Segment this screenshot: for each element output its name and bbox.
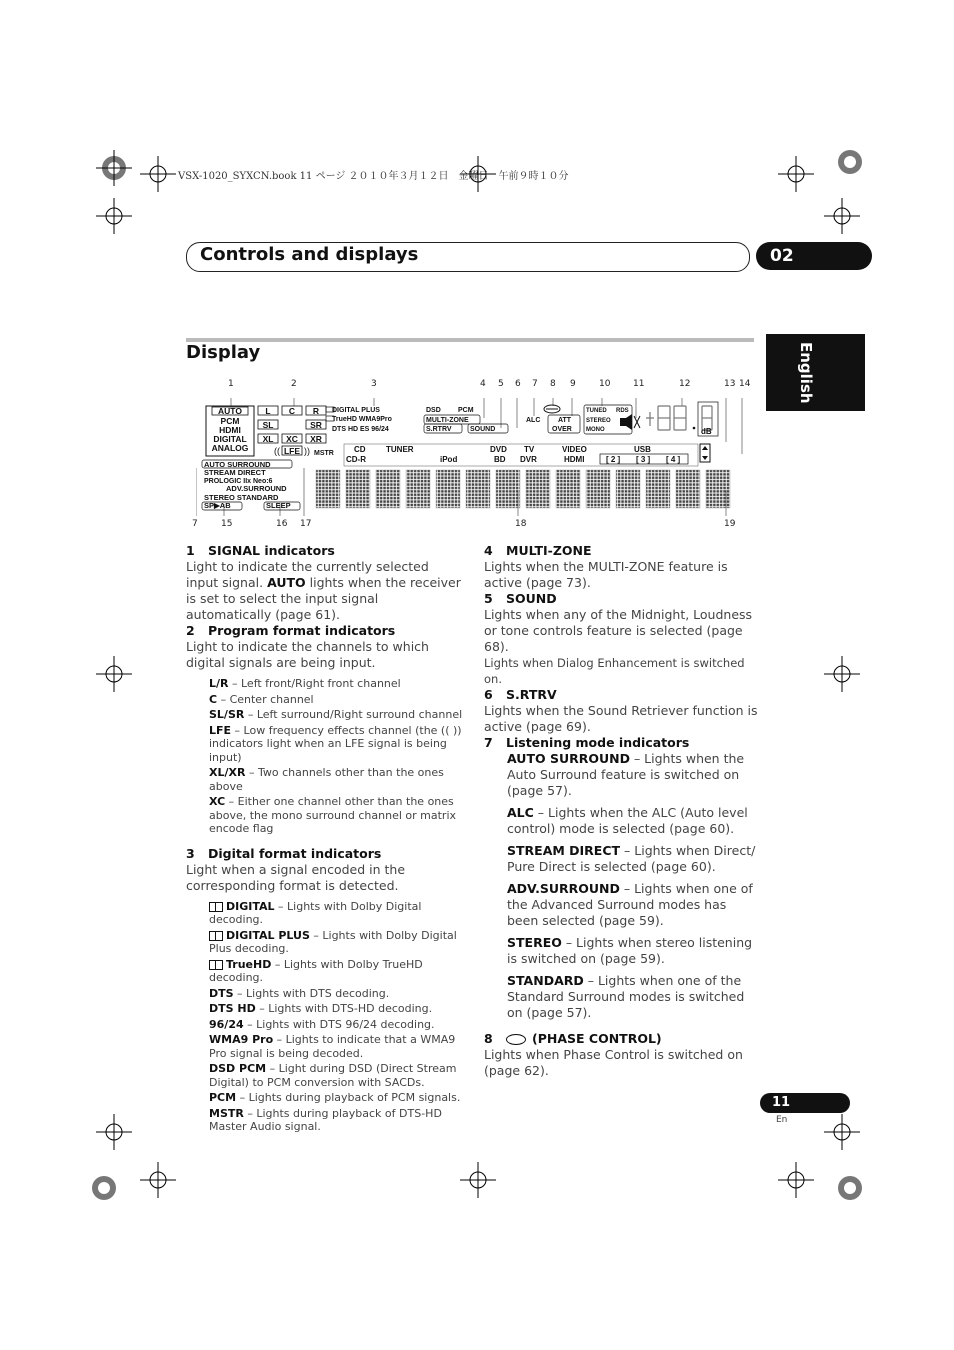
term: DTS HD — [209, 1002, 256, 1015]
callout-number: 8 — [550, 379, 556, 389]
phase-control-icon — [506, 1034, 526, 1045]
matrix-character-cell — [556, 470, 580, 508]
callout-number: 4 — [480, 379, 486, 389]
list-item — [484, 751, 758, 799]
description: – Lights during playback of DTS-HD Master Audio signal. — [209, 1106, 442, 1133]
term: L/R — [209, 677, 229, 690]
callout-number: 11 — [633, 379, 645, 389]
character-dot-matrix — [316, 470, 730, 508]
paragraph-digital-format: Light when a signal encoded in the corresponding format is detected. — [186, 861, 406, 893]
heading-multi-zone — [484, 543, 758, 559]
paragraph-sound-2: Lights when Dialog Enhancement is switched on. — [484, 656, 745, 686]
term: STREAM DIRECT — [507, 843, 621, 858]
registration-mark-icon — [96, 150, 132, 186]
crosshair-icon — [824, 1114, 860, 1150]
list-item — [209, 1002, 464, 1016]
term: LFE — [209, 723, 232, 737]
description: – Lights with DTS-HD decoding. — [255, 1002, 433, 1015]
matrix-character-cell — [616, 470, 640, 508]
section-rule — [186, 338, 754, 342]
heading-text: (PHASE CONTROL) — [532, 1031, 662, 1046]
text: lights when the receiver is set to select the input signal automatically (page 61). — [186, 575, 461, 622]
mono-indicator: MONO — [586, 427, 605, 433]
cd-r-indicator: CD-R — [346, 455, 366, 464]
term: DTS — [209, 986, 234, 1000]
list-item — [209, 724, 464, 765]
callout-number: 6 — [515, 379, 521, 389]
sound-indicator: SOUND — [470, 426, 496, 433]
heading-number: 5 — [484, 591, 493, 606]
matrix-character-cell — [706, 470, 730, 508]
term: XC — [209, 795, 226, 808]
crosshair-icon — [140, 156, 176, 192]
heading-listening-mode — [484, 735, 758, 751]
rds-indicator: RDS — [616, 408, 629, 414]
list-item — [209, 900, 464, 927]
matrix-character-cell — [436, 470, 460, 508]
term: DSD PCM — [209, 1062, 267, 1075]
c-indicator: C — [288, 406, 296, 416]
callout-number: 9 — [570, 379, 576, 389]
description: – Lights during playback of PCM signals. — [236, 1091, 461, 1104]
heading-signal — [186, 543, 464, 559]
description: – Lights with Dolby Digital Plus decoding. — [209, 928, 457, 955]
description: – Lights when the ALC (Auto level control) mode is selected (page 60). — [507, 805, 748, 836]
speaker-indicator: SP▶AB — [204, 501, 231, 510]
crosshair-icon — [778, 156, 814, 192]
callout-number: 12 — [679, 379, 691, 389]
stream-direct-indicator: STREAM DIRECT — [204, 468, 266, 477]
pcm-format-indicator: PCM — [458, 407, 474, 414]
callout-number: 15 — [221, 519, 233, 529]
sleep-indicator: SLEEP — [266, 501, 291, 510]
mute-icon — [620, 414, 640, 430]
right-column — [484, 543, 758, 1079]
callout-number: 7 — [192, 519, 198, 529]
usb-indicator: USB — [634, 445, 651, 454]
tuned-indicator: TUNED — [586, 408, 607, 414]
registration-mark-icon — [832, 1170, 868, 1206]
callout-number: 13 — [724, 379, 736, 389]
list-item — [484, 935, 758, 967]
cd-indicator: CD — [354, 445, 366, 454]
matrix-character-cell — [676, 470, 700, 508]
callout-number: 16 — [276, 519, 288, 529]
list-item — [209, 1062, 464, 1089]
auto-indicator: AUTO — [218, 406, 242, 416]
alc-indicator: ALC — [526, 417, 541, 424]
matrix-character-cell — [316, 470, 340, 508]
svg-text:)): )) — [304, 446, 310, 456]
description: – Two channels other than the ones above — [209, 766, 444, 793]
term: ALC — [507, 805, 534, 820]
list-item — [209, 1091, 464, 1105]
term: C — [209, 692, 218, 706]
list-item — [484, 973, 758, 1021]
registration-mark-icon — [832, 144, 868, 180]
term: DIGITAL — [226, 899, 275, 913]
input-2-indicator: [ 2 ] — [606, 455, 621, 464]
phase-control-icon — [544, 405, 560, 413]
paragraph-phase-control: Lights when Phase Control is switched on (page 62). — [484, 1047, 743, 1078]
dvd-indicator: DVD — [490, 445, 507, 454]
heading-digital-format — [186, 846, 464, 862]
heading-number: 7 — [484, 735, 493, 750]
term: ADV.SURROUND — [507, 881, 620, 896]
heading-text: Digital format indicators — [208, 845, 382, 861]
callout-number: 2 — [291, 379, 297, 389]
description: – Either one channel other than the ones above, the mono surround channel or matrix encode flag — [209, 795, 457, 835]
heading-text: SIGNAL indicators — [208, 543, 335, 558]
list-item — [209, 929, 464, 956]
video-indicator: VIDEO — [562, 445, 587, 454]
language-label: English — [797, 342, 815, 404]
term: STANDARD — [507, 973, 584, 988]
matrix-character-cell — [496, 470, 520, 508]
heading-number: 3 — [186, 845, 195, 861]
paragraph-signal — [186, 559, 464, 623]
page-number: 11 — [760, 1093, 850, 1113]
list-item — [484, 843, 758, 875]
dolby-logo-icon — [209, 931, 223, 941]
crosshair-icon — [96, 1114, 132, 1150]
list-item — [209, 693, 464, 707]
heading-text: Listening mode indicators — [506, 735, 690, 750]
print-header: VSX-1020_SYXCN.book 11 ページ ２０１０年３月１２日 金曜日 午前９時１０分 — [178, 171, 569, 182]
description: – Left surround/Right surround channel — [244, 708, 463, 721]
list-item — [209, 1018, 464, 1032]
description: – Lights when the Auto Surround feature is switched on (page 57). — [507, 751, 745, 798]
program-format-list — [186, 677, 464, 836]
heading-number: 6 — [484, 687, 493, 702]
heading-text: MULTI-ZONE — [506, 543, 592, 558]
dts-indicator: DTS HD ES 96/24 — [332, 426, 389, 433]
description: – Lights when stereo listening is switched on (page 59). — [507, 935, 753, 966]
xr-indicator: XR — [310, 434, 322, 444]
crosshair-icon — [96, 656, 132, 692]
term: AUTO SURROUND — [507, 751, 630, 766]
heading-phase-control — [484, 1031, 758, 1047]
listening-mode-list — [484, 751, 758, 1021]
term: SL/SR — [209, 708, 245, 721]
input-4-indicator: [ 4 ] — [666, 455, 681, 464]
adv-surround-indicator: ADV.SURROUND — [226, 484, 287, 493]
term: MSTR — [209, 1106, 244, 1120]
language-tab — [766, 334, 865, 411]
over-indicator: OVER — [552, 426, 572, 433]
dolby-logo-icon — [209, 902, 223, 912]
xc-indicator: XC — [286, 434, 298, 444]
scroll-arrows-icon — [700, 444, 710, 462]
term: AUTO — [267, 575, 306, 590]
heading-number: 8 — [484, 1031, 493, 1046]
heading-srtrv — [484, 687, 758, 703]
term: 96/24 — [209, 1017, 244, 1031]
description: – Lights when Direct/ Pure Direct is selected (page 60). — [507, 843, 756, 874]
description: – Lights with Dolby TrueHD decoding. — [209, 957, 423, 984]
hdmi-indicator: HDMI — [219, 425, 241, 435]
paragraph-program-format: Light to indicate the channels to which digital signals are being input. — [186, 639, 429, 670]
callout-number: 19 — [724, 519, 736, 529]
callout-number: 18 — [515, 519, 527, 529]
heading-number: 1 — [186, 543, 195, 558]
term: PCM — [209, 1091, 237, 1104]
multi-zone-indicator: MULTI-ZONE — [426, 417, 469, 424]
text: Light to indicate the currently selected input signal. — [186, 559, 429, 590]
crosshair-icon — [460, 1162, 496, 1198]
ipod-indicator: iPod — [440, 455, 458, 464]
list-item — [209, 766, 464, 793]
heading-sound — [484, 591, 758, 607]
svg-text:((: (( — [274, 446, 280, 456]
callout-number: 5 — [498, 379, 504, 389]
chapter-number: 02 — [756, 242, 872, 270]
callout-number: 14 — [739, 379, 751, 389]
bd-indicator: BD — [494, 455, 506, 464]
truehd-wma-indicator: TrueHD WMA9Pro — [332, 416, 392, 423]
analog-indicator: ANALOG — [211, 443, 249, 453]
description: – Center channel — [217, 692, 314, 706]
list-item — [209, 1107, 464, 1134]
matrix-character-cell — [406, 470, 430, 508]
heading-number: 2 — [186, 623, 195, 638]
term: WMA9 Pro — [209, 1033, 274, 1046]
term: TrueHD — [226, 957, 272, 971]
dolby-logo-icon — [209, 960, 223, 970]
callout-number: 3 — [371, 379, 377, 389]
pcm-indicator: PCM — [220, 416, 240, 426]
term: STEREO — [507, 935, 562, 950]
sl-indicator: SL — [262, 420, 274, 430]
stereo-standard-indicator: STEREO STANDARD — [204, 493, 279, 502]
input-3-indicator: [ 3 ] — [636, 455, 651, 464]
callout-number: 10 — [599, 379, 611, 389]
callout-number: 7 — [532, 379, 538, 389]
list-item — [209, 795, 464, 836]
sr-indicator: SR — [310, 420, 322, 430]
left-column — [186, 543, 464, 1136]
prologic-indicator: PROLOGIC IIx Neo:6 — [204, 478, 273, 485]
r-indicator: R — [312, 406, 320, 416]
mstr-indicator: MSTR — [314, 450, 334, 457]
description: – Light during DSD (Direct Stream Digital) to PCM conversion with SACDs. — [209, 1062, 457, 1089]
crosshair-icon — [824, 198, 860, 234]
dsd-indicator: DSD — [426, 407, 441, 414]
list-item — [209, 677, 464, 691]
db-indicator: dB — [701, 427, 712, 436]
crosshair-icon — [778, 1162, 814, 1198]
crosshair-icon — [824, 656, 860, 692]
hdmi-input-indicator: HDMI — [564, 455, 585, 464]
lfe-indicator: LFE — [283, 446, 301, 456]
term: XL/XR — [209, 766, 246, 779]
description: – Left front/Right front channel — [228, 677, 401, 690]
heading-number: 4 — [484, 543, 493, 558]
front-panel-display-diagram — [196, 398, 753, 516]
term: DIGITAL PLUS — [226, 928, 310, 942]
xl-indicator: XL — [262, 434, 274, 444]
matrix-character-cell — [646, 470, 670, 508]
section-title: Display — [186, 342, 261, 363]
list-item — [209, 1033, 464, 1060]
list-item — [484, 881, 758, 929]
description: – Lights with Dolby Digital decoding. — [209, 899, 422, 926]
att-indicator: ATT — [558, 417, 572, 424]
matrix-character-cell — [346, 470, 370, 508]
matrix-character-cell — [586, 470, 610, 508]
l-indicator: L — [265, 406, 271, 416]
matrix-character-cell — [376, 470, 400, 508]
description: – Lights when one of the Standard Surround modes is switched on (page 57). — [507, 973, 745, 1020]
matrix-character-cell — [466, 470, 490, 508]
callout-number: 17 — [300, 519, 312, 529]
paragraph-srtrv: Lights when the Sound Retriever function is active (page 69). — [484, 703, 758, 734]
heading-text: S.RTRV — [506, 687, 557, 702]
matrix-character-cell — [526, 470, 550, 508]
tuner-indicator: TUNER — [386, 445, 414, 454]
description: – Low frequency effects channel (the (( )) indicators light when an LFE signal is being input) — [209, 723, 462, 764]
heading-program-format — [186, 623, 464, 639]
callout-number: 1 — [228, 379, 234, 389]
srtrv-indicator: S.RTRV — [426, 426, 452, 433]
digital-format-list — [186, 900, 464, 1134]
paragraph-sound: Lights when any of the Midnight, Loudness or tone controls feature is selected (page 68). — [484, 607, 753, 654]
description: – Lights with DTS decoding. — [233, 986, 390, 1000]
heading-text: SOUND — [506, 591, 557, 606]
crosshair-icon — [96, 198, 132, 234]
digital-indicator: DIGITAL — [213, 434, 247, 444]
list-item — [209, 708, 464, 722]
registration-mark-icon — [86, 1170, 122, 1206]
paragraph-multi-zone: Lights when the MULTI-ZONE feature is active (page 73). — [484, 559, 728, 590]
list-item — [209, 958, 464, 985]
chapter-title: Controls and displays — [200, 244, 419, 265]
description: – Lights when one of the Advanced Surround modes has been selected (page 59). — [507, 881, 753, 928]
description: – Lights to indicate that a WMA9 Pro signal is being decoded. — [209, 1033, 456, 1060]
page-language: En — [776, 1115, 788, 1125]
heading-text: Program format indicators — [208, 623, 396, 638]
tv-indicator: TV — [524, 445, 535, 454]
crosshair-icon — [140, 1162, 176, 1198]
digital-plus-indicator: DIGITAL PLUS — [332, 407, 380, 414]
description: – Lights with DTS 96/24 decoding. — [243, 1017, 435, 1031]
stereo-tuner-indicator: STEREO — [586, 418, 611, 424]
list-item — [209, 987, 464, 1001]
auto-surround-indicator: AUTO SURROUND — [204, 460, 271, 469]
dvr-indicator: DVR — [520, 455, 537, 464]
list-item — [484, 805, 758, 837]
